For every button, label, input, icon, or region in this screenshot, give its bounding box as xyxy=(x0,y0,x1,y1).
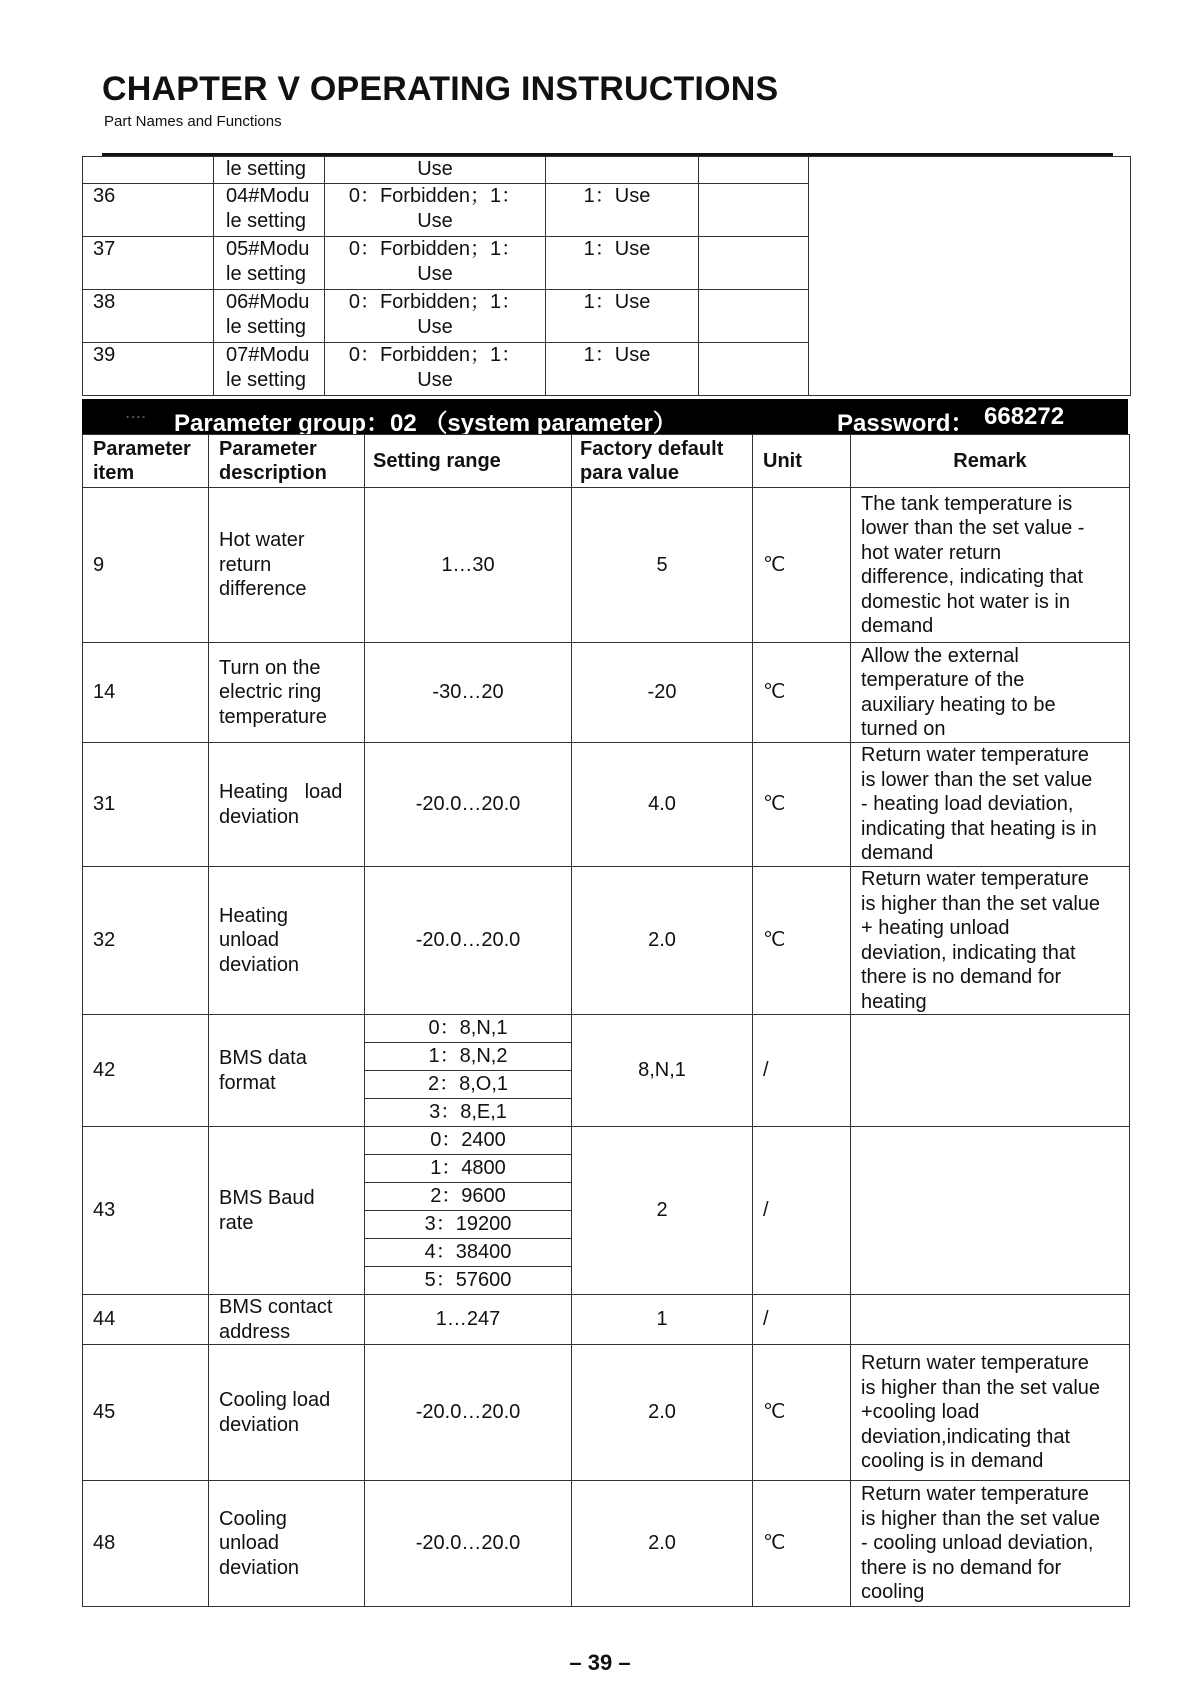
range-line: Use xyxy=(417,263,453,285)
desc-line: deviation xyxy=(219,953,300,976)
cell-desc xyxy=(214,184,325,237)
cell-remark xyxy=(851,1015,1130,1127)
header-parameter-item xyxy=(83,435,209,488)
cell-range xyxy=(325,184,546,237)
cell-num xyxy=(83,157,214,184)
cell-default xyxy=(546,157,699,184)
table-row xyxy=(83,157,1131,184)
cell-option: 0：2400 xyxy=(365,1127,572,1155)
cell-range: -20.0…20.0 xyxy=(365,867,572,1015)
header-setting-range: Setting range xyxy=(365,435,572,488)
desc-line: BMS data xyxy=(219,1047,307,1069)
desc-line: Turn on the xyxy=(219,656,321,679)
table-row xyxy=(83,488,1130,643)
cell-option: 2：8,O,1 xyxy=(365,1071,572,1099)
remark-line: hot water return xyxy=(861,541,1002,564)
cell-desc xyxy=(209,1015,365,1127)
module-settings-table xyxy=(82,156,1131,396)
remark-line: deviation,indicating that xyxy=(861,1425,1071,1448)
header-factory-default xyxy=(572,435,753,488)
cell-remark xyxy=(851,643,1130,743)
cell-desc xyxy=(214,237,325,290)
range-line: 0：Forbidden；1： xyxy=(348,238,522,260)
desc-line: unload xyxy=(219,1532,280,1555)
cell-default: 2.0 xyxy=(572,867,753,1015)
cell-remark xyxy=(851,488,1130,643)
desc-line: 04#Modu xyxy=(226,185,310,207)
cell-desc: le setting xyxy=(214,157,325,184)
table-header-row xyxy=(83,435,1130,488)
cell-remark xyxy=(851,1345,1130,1481)
header-line: description xyxy=(219,462,327,484)
cell-desc xyxy=(209,488,365,643)
cell-unit xyxy=(699,157,809,184)
remark-line: is higher than the set value xyxy=(861,892,1101,915)
cell-unit: / xyxy=(753,1295,851,1345)
remark-line: cooling xyxy=(861,1581,925,1604)
cell-default: 1：Use xyxy=(546,290,699,343)
cell-unit xyxy=(699,184,809,237)
cell-option: 2：9600 xyxy=(365,1183,572,1211)
cell-default: 1：Use xyxy=(546,184,699,237)
header-line: Parameter xyxy=(219,438,317,460)
desc-line: Heating load xyxy=(219,781,343,803)
cell-desc xyxy=(209,1127,365,1295)
desc-line: le setting xyxy=(226,263,307,285)
cell-desc xyxy=(209,1481,365,1607)
table-row xyxy=(83,1127,1130,1155)
cell-num: 37 xyxy=(83,237,214,290)
cell-unit: ℃ xyxy=(753,488,851,643)
cell-remark-blank xyxy=(809,157,1131,396)
page-number: – 39 – xyxy=(569,1650,631,1675)
cell-default: 5 xyxy=(572,488,753,643)
remark-line: + heating unload xyxy=(861,917,1010,939)
cell-desc xyxy=(209,743,365,867)
chapter-title: CHAPTER V OPERATING INSTRUCTIONS xyxy=(102,70,779,108)
cell-default: 8,N,1 xyxy=(572,1015,753,1127)
bar-dots: .... xyxy=(126,407,148,421)
desc-line: address xyxy=(219,1320,291,1343)
desc-line: format xyxy=(219,1071,276,1094)
cell-range xyxy=(325,343,546,396)
cell-default: 1 xyxy=(572,1295,753,1345)
remark-line: demand xyxy=(861,615,934,637)
cell-num: 38 xyxy=(83,290,214,343)
cell-desc xyxy=(214,290,325,343)
remark-line: turned on xyxy=(861,718,946,740)
remark-line: is higher than the set value xyxy=(861,1376,1101,1399)
cell-option: 1：8,N,2 xyxy=(365,1043,572,1071)
cell-unit: ℃ xyxy=(753,1481,851,1607)
cell-unit: ℃ xyxy=(753,1345,851,1481)
cell-unit xyxy=(699,290,809,343)
cell-item: 48 xyxy=(83,1481,209,1607)
cell-item: 9 xyxy=(83,488,209,643)
table-row xyxy=(83,743,1130,867)
table-row xyxy=(83,643,1130,743)
remark-line: - heating load deviation, xyxy=(861,793,1074,816)
cell-option: 4：38400 xyxy=(365,1239,572,1267)
cell-option: 1：4800 xyxy=(365,1155,572,1183)
remark-line: domestic hot water is in xyxy=(861,590,1070,613)
desc-line: le setting xyxy=(226,316,307,338)
remark-line: is lower than the set value xyxy=(861,768,1093,791)
desc-line: difference xyxy=(219,578,307,601)
cell-desc xyxy=(209,1295,365,1345)
header-line: Factory default xyxy=(580,438,724,460)
header-parameter-description xyxy=(209,435,365,488)
chapter-subtitle: Part Names and Functions xyxy=(104,113,282,130)
remark-line: - cooling unload deviation, xyxy=(861,1532,1094,1555)
cell-default: 1：Use xyxy=(546,237,699,290)
table-row xyxy=(83,1481,1130,1607)
cell-default: 4.0 xyxy=(572,743,753,867)
cell-range: Use xyxy=(325,157,546,184)
remark-line: Return water temperature xyxy=(861,1483,1089,1506)
desc-line: 07#Modu xyxy=(226,344,310,366)
cell-option: 3：19200 xyxy=(365,1211,572,1239)
remark-line: Return water temperature xyxy=(861,744,1089,767)
cell-option: 3：8,E,1 xyxy=(365,1099,572,1127)
cell-desc xyxy=(209,867,365,1015)
remark-line: there is no demand for xyxy=(861,1556,1062,1579)
cell-default: -20 xyxy=(572,643,753,743)
cell-unit xyxy=(699,237,809,290)
desc-line: rate xyxy=(219,1211,254,1234)
cell-range: -20.0…20.0 xyxy=(365,743,572,867)
cell-num: 36 xyxy=(83,184,214,237)
cell-desc xyxy=(209,1345,365,1481)
desc-line: deviation xyxy=(219,1413,300,1436)
cell-item: 44 xyxy=(83,1295,209,1345)
cell-unit xyxy=(699,343,809,396)
table-row xyxy=(83,1345,1130,1481)
desc-line: 05#Modu xyxy=(226,238,310,260)
cell-remark xyxy=(851,743,1130,867)
password-value: 668272 xyxy=(984,403,1065,430)
cell-unit: ℃ xyxy=(753,867,851,1015)
remark-line: indicating that heating is in xyxy=(861,817,1097,840)
cell-option: 0：8,N,1 xyxy=(365,1015,572,1043)
cell-item: 32 xyxy=(83,867,209,1015)
cell-range: -30…20 xyxy=(365,643,572,743)
cell-item: 45 xyxy=(83,1345,209,1481)
remark-line: Return water temperature xyxy=(861,1352,1089,1375)
cell-remark xyxy=(851,867,1130,1015)
table-row xyxy=(83,1015,1130,1043)
remark-line: Return water temperature xyxy=(861,868,1089,890)
cell-unit: / xyxy=(753,1127,851,1295)
cell-range xyxy=(325,290,546,343)
range-line: 0：Forbidden；1： xyxy=(348,344,522,366)
cell-item: 42 xyxy=(83,1015,209,1127)
cell-unit: / xyxy=(753,1015,851,1127)
range-line: 0：Forbidden；1： xyxy=(348,291,522,313)
remark-line: +cooling load xyxy=(861,1401,980,1424)
cell-remark xyxy=(851,1295,1130,1345)
desc-line: BMS Baud xyxy=(219,1187,315,1209)
cell-remark xyxy=(851,1127,1130,1295)
cell-desc xyxy=(209,643,365,743)
desc-line: deviation xyxy=(219,1556,300,1579)
cell-item: 31 xyxy=(83,743,209,867)
desc-line: le setting xyxy=(226,210,307,232)
desc-line: return xyxy=(219,553,272,576)
range-line: 0：Forbidden；1： xyxy=(348,185,522,207)
system-parameter-table xyxy=(82,434,1130,1607)
desc-line: Heating xyxy=(219,904,288,927)
remark-line: temperature of the xyxy=(861,669,1025,691)
header-line: para value xyxy=(580,462,679,484)
cell-range: -20.0…20.0 xyxy=(365,1481,572,1607)
cell-unit: ℃ xyxy=(753,643,851,743)
remark-line: deviation, indicating that xyxy=(861,941,1076,964)
cell-default: 2.0 xyxy=(572,1345,753,1481)
cell-range: 1…30 xyxy=(365,488,572,643)
desc-line: deviation xyxy=(219,805,300,828)
remark-line: heating xyxy=(861,990,927,1013)
cell-item: 43 xyxy=(83,1127,209,1295)
remark-line: lower than the set value - xyxy=(861,517,1085,539)
password-label: Password： xyxy=(837,410,975,437)
cell-range: 1…247 xyxy=(365,1295,572,1345)
cell-remark xyxy=(851,1481,1130,1607)
cell-default: 1：Use xyxy=(546,343,699,396)
desc-line: unload xyxy=(219,929,280,952)
remark-line: demand xyxy=(861,842,934,865)
desc-line: temperature xyxy=(219,705,327,728)
header-unit: Unit xyxy=(753,435,851,488)
parameter-group-bar xyxy=(82,399,1128,437)
cell-range: -20.0…20.0 xyxy=(365,1345,572,1481)
range-line: Use xyxy=(417,210,453,232)
cell-option: 5：57600 xyxy=(365,1267,572,1295)
desc-line: BMS contact xyxy=(219,1296,333,1318)
cell-default: 2.0 xyxy=(572,1481,753,1607)
cell-range xyxy=(325,237,546,290)
remark-line: difference, indicating that xyxy=(861,566,1084,588)
remark-line: Allow the external xyxy=(861,644,1019,667)
remark-line: is higher than the set value xyxy=(861,1507,1101,1530)
desc-line: Cooling load xyxy=(219,1389,331,1411)
range-line: Use xyxy=(417,316,453,338)
cell-unit: ℃ xyxy=(753,743,851,867)
table-row xyxy=(83,1295,1130,1345)
remark-line: there is no demand for xyxy=(861,966,1062,988)
header-line: item xyxy=(93,462,135,484)
remark-line: The tank temperature is xyxy=(861,492,1073,515)
desc-line: 06#Modu xyxy=(226,291,310,313)
desc-line: le setting xyxy=(226,369,307,391)
desc-line: electric ring xyxy=(219,681,322,704)
cell-num: 39 xyxy=(83,343,214,396)
remark-line: auxiliary heating to be xyxy=(861,693,1056,716)
cell-item: 14 xyxy=(83,643,209,743)
remark-line: cooling is in demand xyxy=(861,1450,1044,1473)
cell-desc xyxy=(214,343,325,396)
desc-line: Cooling xyxy=(219,1507,287,1530)
header-remark: Remark xyxy=(851,435,1130,488)
parameter-group-title: Parameter group：02 （system parameter） xyxy=(174,410,677,437)
cell-default: 2 xyxy=(572,1127,753,1295)
range-line: Use xyxy=(417,369,453,391)
desc-line: Hot water xyxy=(219,529,305,552)
header-line: Parameter xyxy=(93,438,191,460)
table-row xyxy=(83,867,1130,1015)
